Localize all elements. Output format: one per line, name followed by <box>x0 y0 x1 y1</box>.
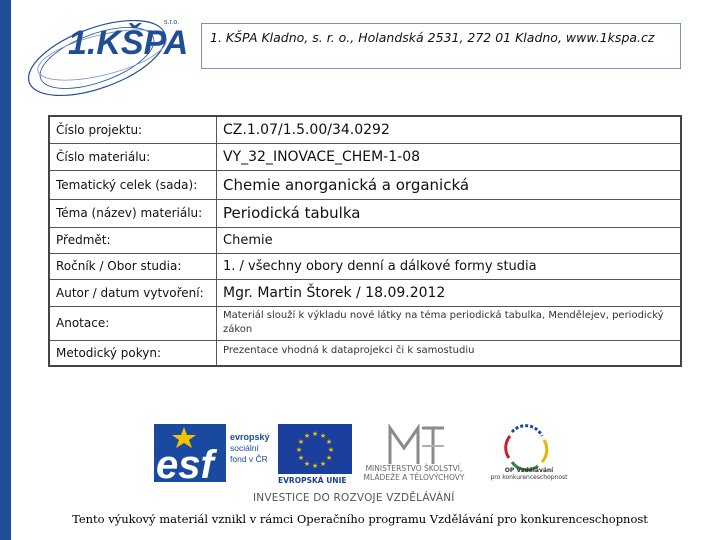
msmt-label <box>358 464 470 482</box>
op-label-line-2: pro konkurenceschopnost <box>490 474 568 481</box>
row-value: VY_32_INOVACE_CHEM-1-08 <box>217 143 682 170</box>
svg-text:★: ★ <box>325 454 333 462</box>
row-value: Chemie <box>217 227 682 253</box>
svg-text:★: ★ <box>327 446 335 454</box>
svg-text:★: ★ <box>311 462 319 470</box>
row-label: Téma (název) materiálu: <box>49 199 217 227</box>
table-row <box>49 227 681 253</box>
row-value: Mgr. Martin Štorek / 18.09.2012 <box>217 279 682 306</box>
row-value: 1. / všechny obory denní a dálkové formy studia <box>217 253 682 279</box>
eu-flag-icon <box>278 424 352 474</box>
logo-subtext: s.r.o. <box>164 19 180 26</box>
msmt-label-line-2: MLÁDEŽE A TĚLOVÝCHOVY <box>363 473 465 482</box>
op-label-line-1: OP Vzdělávání <box>504 467 554 474</box>
eu-label: EVROPSKÁ UNIE <box>278 476 347 485</box>
esf-text: esf <box>156 443 214 482</box>
svg-text:★: ★ <box>297 454 305 462</box>
row-label: Ročník / Obor studia: <box>49 253 217 279</box>
svg-text:★: ★ <box>303 432 311 440</box>
funding-logos <box>150 418 470 508</box>
row-value: Materiál slouží k výkladu nové látky na téma periodická tabulka, Mendělejev, periodický zákon <box>217 306 682 340</box>
msmt-label-line-1: MINISTERSTVO ŠKOLSTVÍ, <box>365 464 463 473</box>
material-info-table <box>48 115 682 367</box>
op-label <box>484 467 574 481</box>
table-row <box>49 306 681 340</box>
table-row <box>49 143 681 170</box>
svg-text:★: ★ <box>325 438 333 446</box>
table-row <box>49 253 681 279</box>
svg-text:★: ★ <box>319 432 327 440</box>
table-row <box>49 199 681 227</box>
table-row <box>49 170 681 199</box>
svg-text:★: ★ <box>297 438 305 446</box>
row-value: Periodická tabulka <box>217 199 682 227</box>
school-address: 1. KŠPA Kladno, s. r. o., Holandská 2531, 272 01 Kladno, www.1kspa.cz <box>210 30 655 45</box>
svg-text:★: ★ <box>303 460 311 468</box>
esf-logo <box>154 424 274 482</box>
footer-note: Tento výukový materiál vznikl v rámci Operačního programu Vzdělávání pro konkurenceschopnost <box>72 512 648 526</box>
row-label: Číslo projektu: <box>49 116 217 143</box>
table-row <box>49 279 681 306</box>
logo-text: 1.KŠPA <box>68 24 189 62</box>
row-label: Autor / datum vytvoření: <box>49 279 217 306</box>
table-row <box>49 340 681 366</box>
esf-line-1: evropský <box>230 432 270 442</box>
svg-text:★: ★ <box>311 430 319 438</box>
esf-line-3: fond v ČR <box>230 454 268 464</box>
row-label: Číslo materiálu: <box>49 143 217 170</box>
row-label: Předmět: <box>49 227 217 253</box>
row-value: CZ.1.07/1.5.00/34.0292 <box>217 116 682 143</box>
svg-text:★: ★ <box>295 446 303 454</box>
table-row <box>49 116 681 143</box>
row-value: Chemie anorganická a organická <box>217 170 682 199</box>
school-address-box <box>201 23 681 69</box>
row-label: Anotace: <box>49 306 217 340</box>
row-value: Prezentace vhodná k dataprojekci či k samostudiu <box>217 340 682 366</box>
left-accent-bar <box>0 0 11 540</box>
row-label: Tematický celek (sada): <box>49 170 217 199</box>
row-label: Metodický pokyn: <box>49 340 217 366</box>
esf-line-2: sociální <box>230 443 259 453</box>
msmt-logo <box>386 424 448 468</box>
kspa-logo <box>22 10 192 100</box>
investice-slogan: INVESTICE DO ROZVOJE VZDĚLÁVÁNÍ <box>253 492 455 504</box>
svg-text:★: ★ <box>319 460 327 468</box>
op-vzdelavani-logo <box>484 422 574 492</box>
